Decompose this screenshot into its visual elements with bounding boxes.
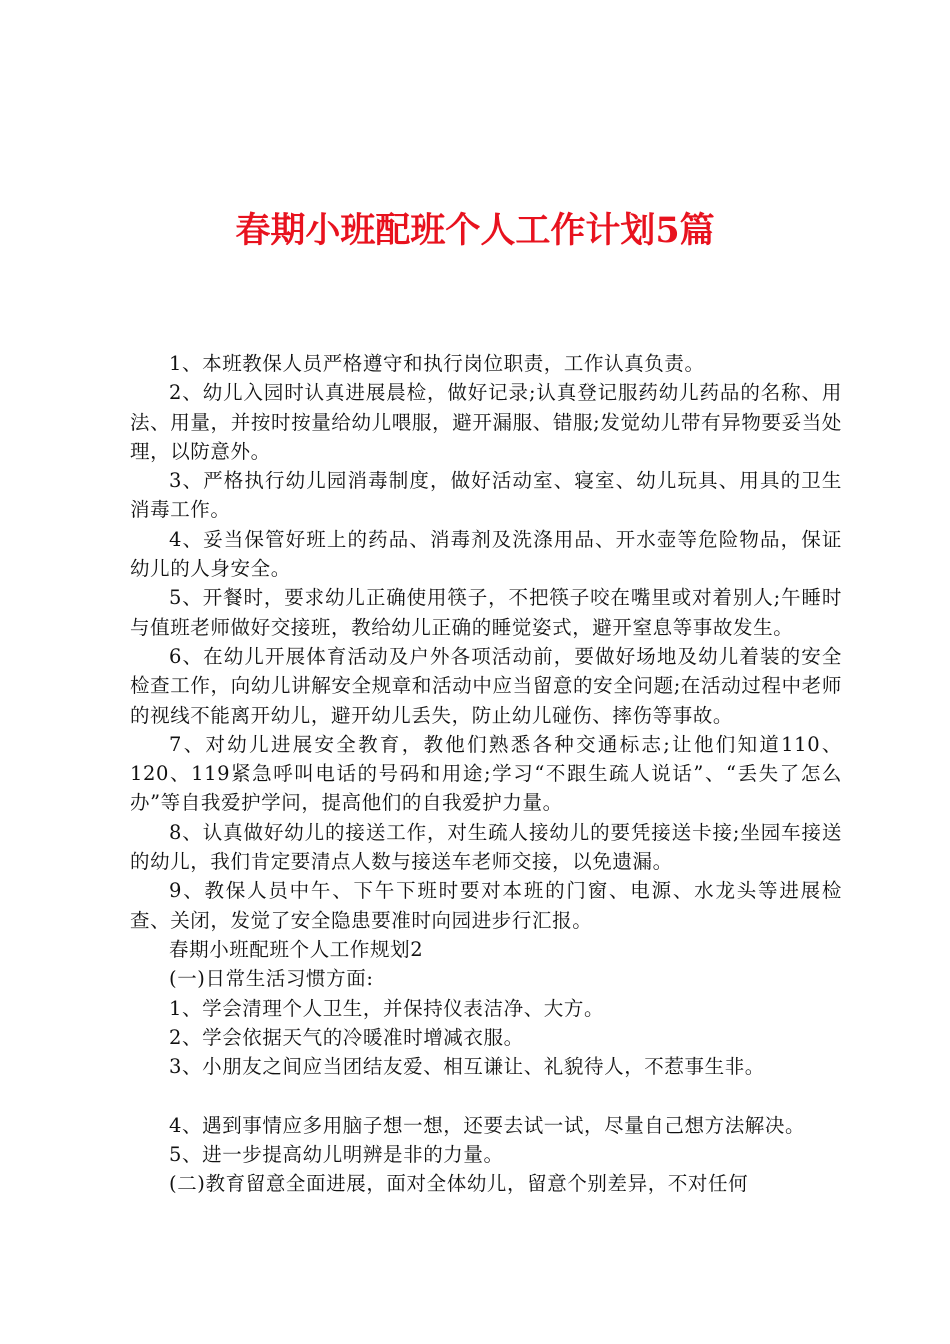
paragraph: 6、在幼儿开展体育活动及户外各项活动前，要做好场地及幼儿着装的安全检查工作，向幼儿讲解安全规章和活动中应当留意的安全问题;在活动过程中老师的视线不能离开幼儿，避开幼儿丢失，防止幼儿碰伤、摔伤等事故。	[130, 644, 842, 727]
paragraph: 2、幼儿入园时认真进展晨检，做好记录;认真登记服药幼儿药品的名称、用法、用量，并按时按量给幼儿喂服，避开漏服、错服;发觉幼儿带有异物要妥当处理，以防意外。	[130, 381, 842, 463]
paragraph: 9、教保人员中午、下午下班时要对本班的门窗、电源、水龙头等进展检查、关闭，发觉了安全隐患要准时向园进步行汇报。	[130, 879, 842, 932]
paragraph: 1、本班教保人员严格遵守和执行岗位职责，工作认真负责。	[169, 352, 705, 375]
paragraph: 3、严格执行幼儿园消毒制度，做好活动室、寝室、幼儿玩具、用具的卫生消毒工作。	[130, 469, 842, 522]
subsection-heading: (一)日常生活习惯方面:	[169, 967, 374, 991]
paragraph: 2、学会依据天气的冷暖准时增减衣服。	[169, 1025, 524, 1049]
paragraph: 7、对幼儿进展安全教育，教他们熟悉各种交通标志;让他们知道110、120、119紧急呼叫电话的号码和用途;学习“不跟生疏人说话”、“丢失了怎么办”等自我爱护学问，提高他们的自我爱护力量。	[130, 732, 842, 815]
section-heading: 春期小班配班个人工作规划2	[169, 937, 424, 961]
paragraph: 1、学会清理个人卫生，并保持仪表洁净、大方。	[169, 996, 605, 1020]
paragraph: 3、小朋友之间应当团结友爱、相互谦让、礼貌待人，不惹事生非。	[169, 1055, 765, 1079]
paragraph: 5、进一步提高幼儿明辨是非的力量。	[169, 1143, 504, 1167]
paragraph: 8、认真做好幼儿的接送工作，对生疏人接幼儿的要凭接送卡接;坐园车接送的幼儿，我们肯定要清点人数与接送车老师交接，以免遗漏。	[130, 820, 842, 874]
paragraph: 5、开餐时，要求幼儿正确使用筷子，不把筷子咬在嘴里或对着别人;午睡时与值班老师做好交接班，教给幼儿正确的睡觉姿式，避开窒息等事故发生。	[130, 586, 842, 639]
paragraph: 4、遇到事情应多用脑子想一想，还要去试一试，尽量自己想方法解决。	[169, 1113, 806, 1137]
document-body	[130, 349, 842, 1199]
paragraph: 4、妥当保管好班上的药品、消毒剂及洗涤用品、开水壶等危险物品，保证幼儿的人身安全。	[130, 527, 842, 581]
document-title: 春期小班配班个人工作计划5篇	[235, 210, 715, 251]
paragraph: (二)教育留意全面进展，面对全体幼儿，留意个别差异，不对任何	[169, 1172, 749, 1196]
